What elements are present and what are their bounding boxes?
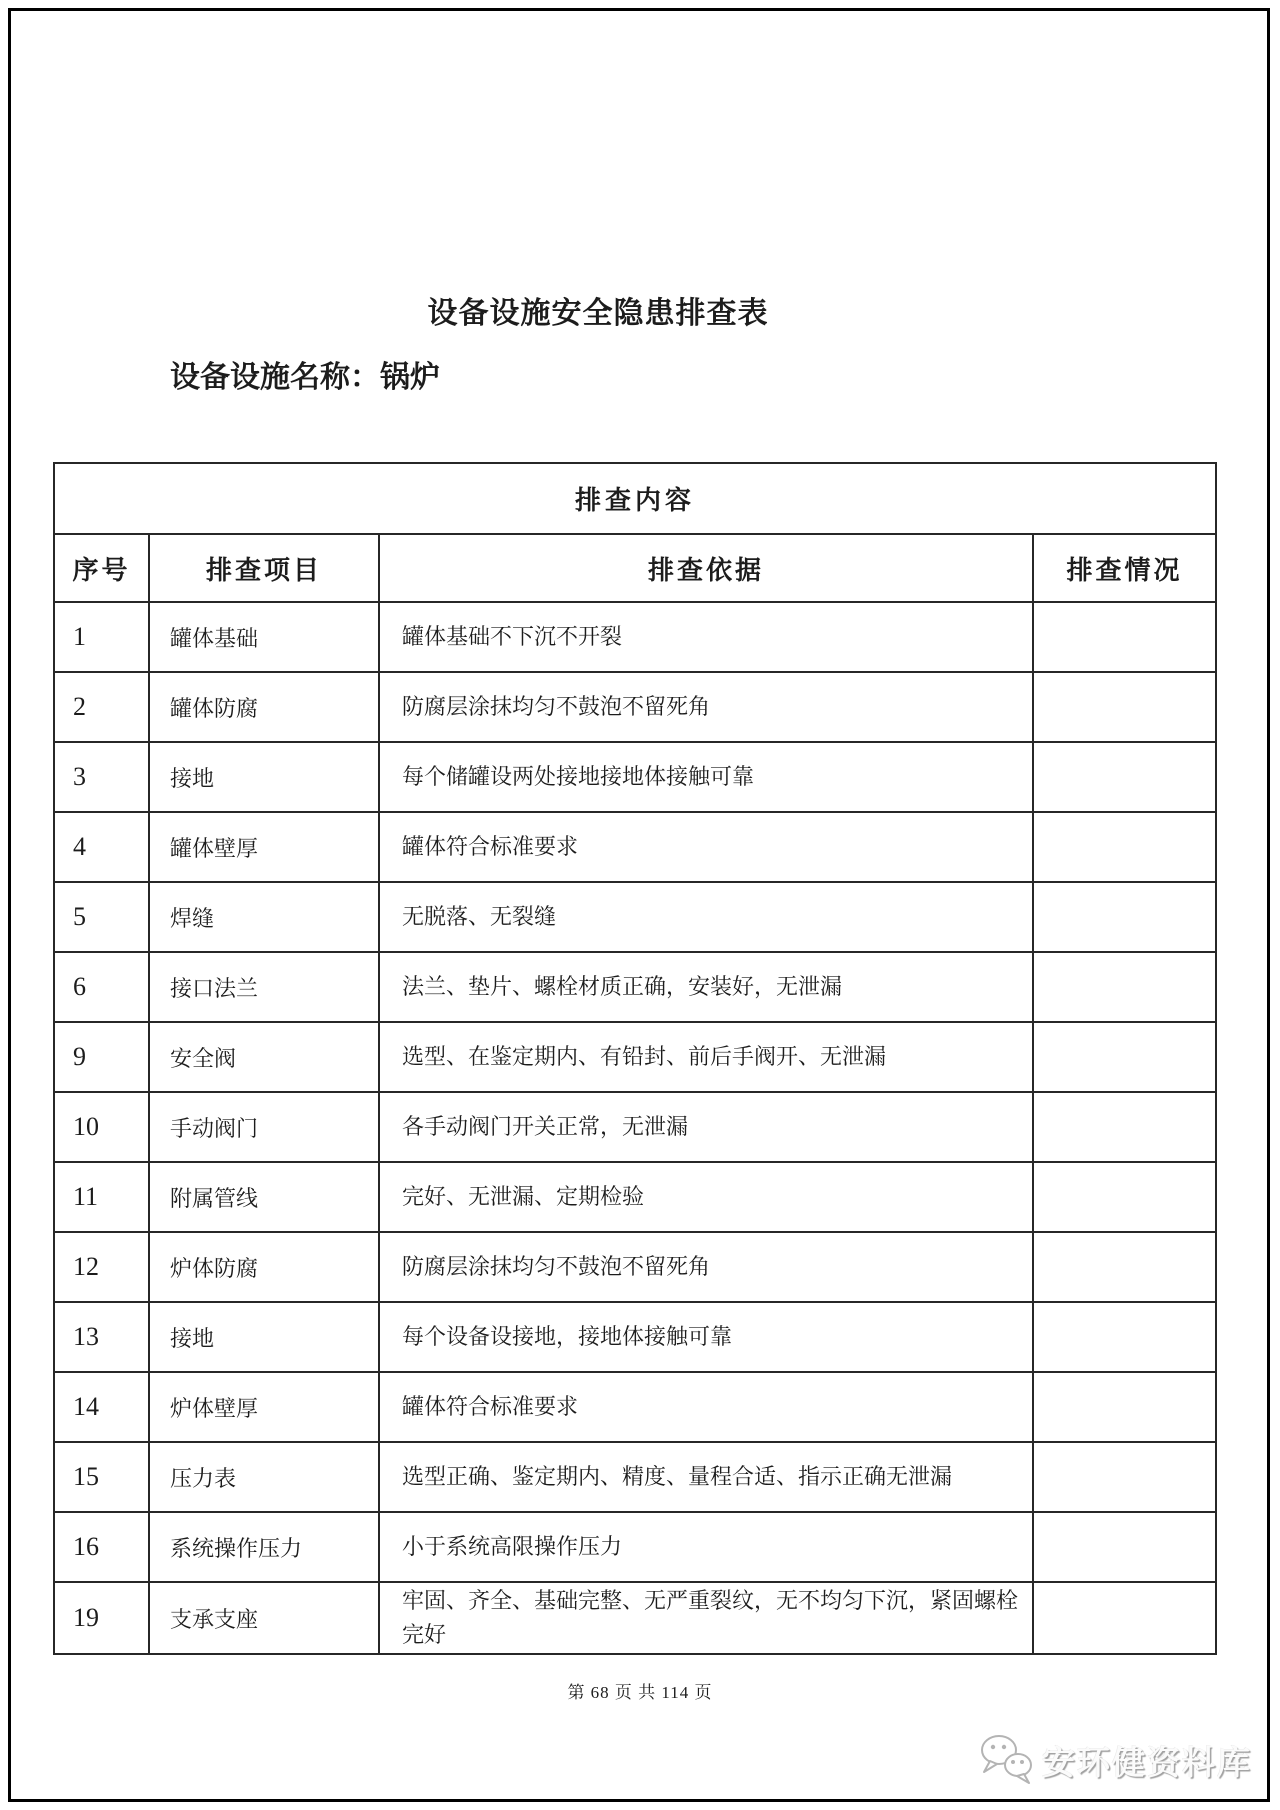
table-row bbox=[54, 1372, 1216, 1442]
cell-item: 焊缝 bbox=[149, 882, 379, 952]
table-row bbox=[54, 602, 1216, 672]
cell-no: 3 bbox=[54, 742, 149, 812]
cell-item: 罐体防腐 bbox=[149, 672, 379, 742]
cell-status bbox=[1033, 602, 1216, 672]
cell-no: 16 bbox=[54, 1512, 149, 1582]
cell-status bbox=[1033, 742, 1216, 812]
table-row bbox=[54, 1302, 1216, 1372]
col-header-status: 排查情况 bbox=[1033, 534, 1216, 602]
cell-no: 14 bbox=[54, 1372, 149, 1442]
cell-no: 15 bbox=[54, 1442, 149, 1512]
table-row bbox=[54, 1582, 1216, 1654]
cell-status bbox=[1033, 1162, 1216, 1232]
table-section-row bbox=[54, 463, 1216, 534]
cell-status bbox=[1033, 1022, 1216, 1092]
cell-item: 系统操作压力 bbox=[149, 1512, 379, 1582]
cell-item: 接地 bbox=[149, 742, 379, 812]
cell-no: 12 bbox=[54, 1232, 149, 1302]
cell-item: 手动阀门 bbox=[149, 1092, 379, 1162]
wechat-bubbles-icon bbox=[978, 1732, 1036, 1788]
cell-no: 10 bbox=[54, 1092, 149, 1162]
cell-no: 2 bbox=[54, 672, 149, 742]
cell-basis: 无脱落、无裂缝 bbox=[379, 882, 1033, 952]
table-row bbox=[54, 812, 1216, 882]
cell-status bbox=[1033, 1372, 1216, 1442]
cell-basis: 选型正确、鉴定期内、精度、量程合适、指示正确无泄漏 bbox=[379, 1442, 1033, 1512]
table-row bbox=[54, 1092, 1216, 1162]
cell-status bbox=[1033, 1232, 1216, 1302]
cell-item: 罐体基础 bbox=[149, 602, 379, 672]
cell-item: 支承支座 bbox=[149, 1582, 379, 1654]
cell-no: 5 bbox=[54, 882, 149, 952]
cell-no: 9 bbox=[54, 1022, 149, 1092]
cell-basis: 防腐层涂抹均匀不鼓泡不留死角 bbox=[379, 672, 1033, 742]
cell-basis: 完好、无泄漏、定期检验 bbox=[379, 1162, 1033, 1232]
cell-basis: 各手动阀门开关正常，无泄漏 bbox=[379, 1092, 1033, 1162]
cell-item: 接口法兰 bbox=[149, 952, 379, 1022]
cell-no: 11 bbox=[54, 1162, 149, 1232]
cell-item: 附属管线 bbox=[149, 1162, 379, 1232]
cell-no: 1 bbox=[54, 602, 149, 672]
table-section-header: 排查内容 bbox=[54, 463, 1216, 534]
inspection-table bbox=[53, 462, 1217, 1655]
cell-basis: 小于系统高限操作压力 bbox=[379, 1512, 1033, 1582]
cell-basis: 罐体符合标准要求 bbox=[379, 1372, 1033, 1442]
cell-status bbox=[1033, 952, 1216, 1022]
cell-item: 炉体壁厚 bbox=[149, 1372, 379, 1442]
cell-basis: 每个储罐设两处接地接地体接触可靠 bbox=[379, 742, 1033, 812]
cell-no: 13 bbox=[54, 1302, 149, 1372]
cell-basis: 罐体基础不下沉不开裂 bbox=[379, 602, 1033, 672]
cell-status bbox=[1033, 1092, 1216, 1162]
page-number: 第 68 页 共 114 页 bbox=[567, 1683, 713, 1702]
table-row bbox=[54, 1162, 1216, 1232]
cell-item: 压力表 bbox=[149, 1442, 379, 1512]
table-row bbox=[54, 1442, 1216, 1512]
cell-basis: 罐体符合标准要求 bbox=[379, 812, 1033, 882]
cell-status bbox=[1033, 1582, 1216, 1654]
table-row bbox=[54, 1512, 1216, 1582]
cell-basis: 选型、在鉴定期内、有铅封、前后手阀开、无泄漏 bbox=[379, 1022, 1033, 1092]
cell-status bbox=[1033, 1302, 1216, 1372]
table-row bbox=[54, 1232, 1216, 1302]
cell-status bbox=[1033, 882, 1216, 952]
cell-no: 19 bbox=[54, 1582, 149, 1654]
cell-basis: 防腐层涂抹均匀不鼓泡不留死角 bbox=[379, 1232, 1033, 1302]
table-row bbox=[54, 1022, 1216, 1092]
col-header-basis: 排查依据 bbox=[379, 534, 1033, 602]
table-row bbox=[54, 952, 1216, 1022]
col-header-item: 排查项目 bbox=[149, 534, 379, 602]
doc-title: 设备设施安全隐患排查表 bbox=[427, 297, 769, 330]
cell-status bbox=[1033, 1512, 1216, 1582]
watermark bbox=[978, 1732, 1252, 1788]
cell-item: 接地 bbox=[149, 1302, 379, 1372]
col-header-no: 序号 bbox=[54, 534, 149, 602]
cell-item: 安全阀 bbox=[149, 1022, 379, 1092]
equipment-name-label: 设备设施名称： bbox=[170, 361, 380, 394]
cell-status bbox=[1033, 672, 1216, 742]
cell-no: 6 bbox=[54, 952, 149, 1022]
cell-basis: 法兰、垫片、螺栓材质正确，安装好，无泄漏 bbox=[379, 952, 1033, 1022]
equipment-name-line bbox=[170, 352, 440, 396]
cell-status bbox=[1033, 812, 1216, 882]
table-row bbox=[54, 742, 1216, 812]
table-header-row bbox=[54, 534, 1216, 602]
cell-no: 4 bbox=[54, 812, 149, 882]
cell-basis: 每个设备设接地，接地体接触可靠 bbox=[379, 1302, 1033, 1372]
equipment-name-value: 锅炉 bbox=[380, 361, 440, 394]
cell-item: 罐体壁厚 bbox=[149, 812, 379, 882]
cell-status bbox=[1033, 1442, 1216, 1512]
cell-item: 炉体防腐 bbox=[149, 1232, 379, 1302]
table-row bbox=[54, 672, 1216, 742]
watermark-text: 安环健资料库 bbox=[1042, 1745, 1252, 1782]
cell-basis: 牢固、齐全、基础完整、无严重裂纹，无不均匀下沉，紧固螺栓完好 bbox=[379, 1582, 1033, 1654]
table-row bbox=[54, 882, 1216, 952]
